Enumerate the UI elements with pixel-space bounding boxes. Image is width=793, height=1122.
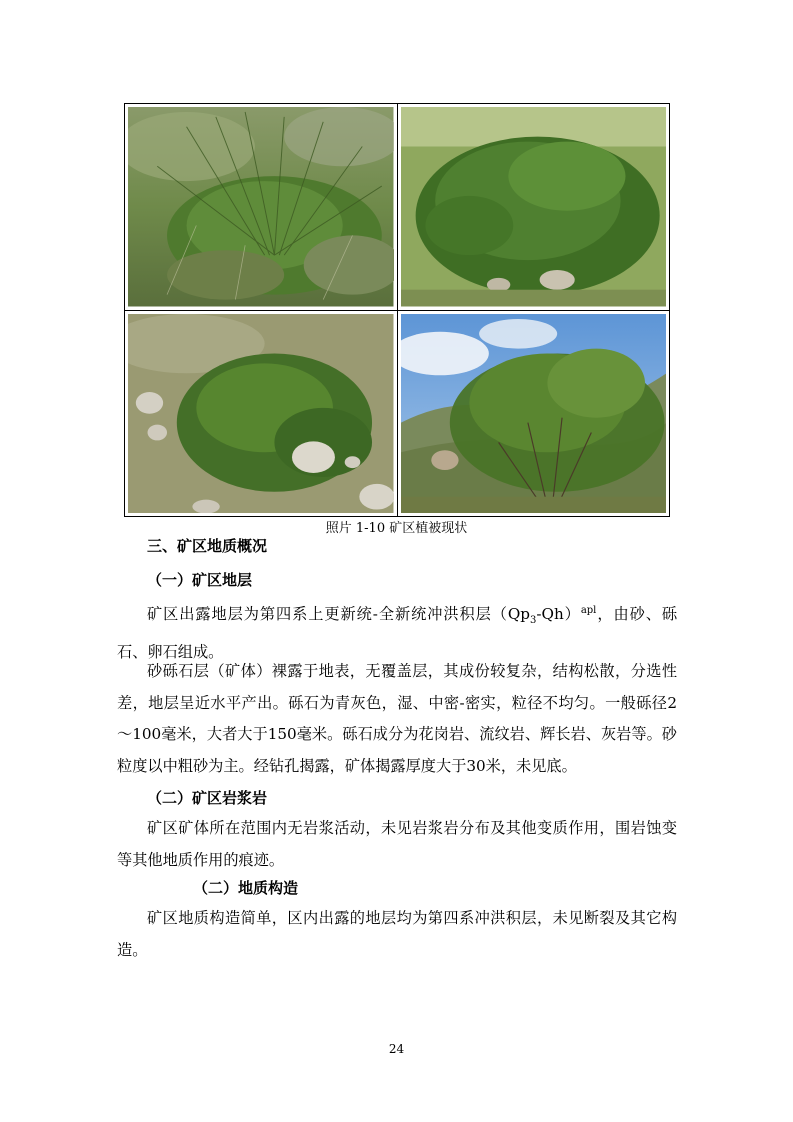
paragraph-magmatic: 矿区矿体所在范围内无岩浆活动，未见岩浆岩分布及其他变质作用，围岩蚀变等其他地质作用的痕迹。 xyxy=(117,819,677,869)
photo-cell-4 xyxy=(398,311,670,517)
photo-cell-2 xyxy=(398,104,670,310)
photo-cell-3 xyxy=(125,311,397,517)
shrub-hillside-photo xyxy=(401,314,667,514)
paragraph-structure: 矿区地质构造简单，区内出露的地层均为第四系冲洪积层，未见断裂及其它构造。 xyxy=(117,909,677,959)
page-number: 24 xyxy=(388,1042,405,1056)
subsection-heading-strata: （一）矿区地层 xyxy=(147,571,253,589)
paragraph-strata-1-superscript: apl xyxy=(580,605,597,616)
photo-caption: 照片 1-10 矿区植被现状 xyxy=(325,521,468,536)
subsection-heading-structure: （二）地质构造 xyxy=(193,879,299,897)
paragraph-strata-1-part-b: -Qh） xyxy=(536,605,581,624)
grass-clump-photo xyxy=(128,107,394,307)
paragraph-strata-1-part-c: ，由砂、砾石、卵石组成。 xyxy=(117,605,677,661)
vegetation-photo-grid xyxy=(124,103,670,517)
subsection-heading-magmatic: （二）矿区岩浆岩 xyxy=(147,789,268,807)
shrub-with-stones-photo xyxy=(128,314,394,514)
section-heading: 三、矿区地质概况 xyxy=(147,537,268,555)
paragraph-strata-2: 砂砾石层（矿体）裸露于地表，无覆盖层，其成份较复杂，结构松散，分选性差，地层呈近水平产出。砾石为青灰色，湿、中密-密实，粒径不均匀。一般砾径2～100毫米，大者大于150毫米。砾石成分为花岗岩、流纹岩、辉长岩、灰岩等。砂粒度以中粗砂为主。经钻孔揭露，矿体揭露厚度大于30米，未见底。 xyxy=(117,662,677,775)
photo-cell-1 xyxy=(125,104,397,310)
paragraph-strata-1-part-a: 矿区出露地层为第四系上更新统-全新统冲洪积层（Qp xyxy=(147,605,530,624)
paragraph-strata-1-subscript: 3 xyxy=(530,615,537,627)
shrub-photo xyxy=(401,107,667,307)
